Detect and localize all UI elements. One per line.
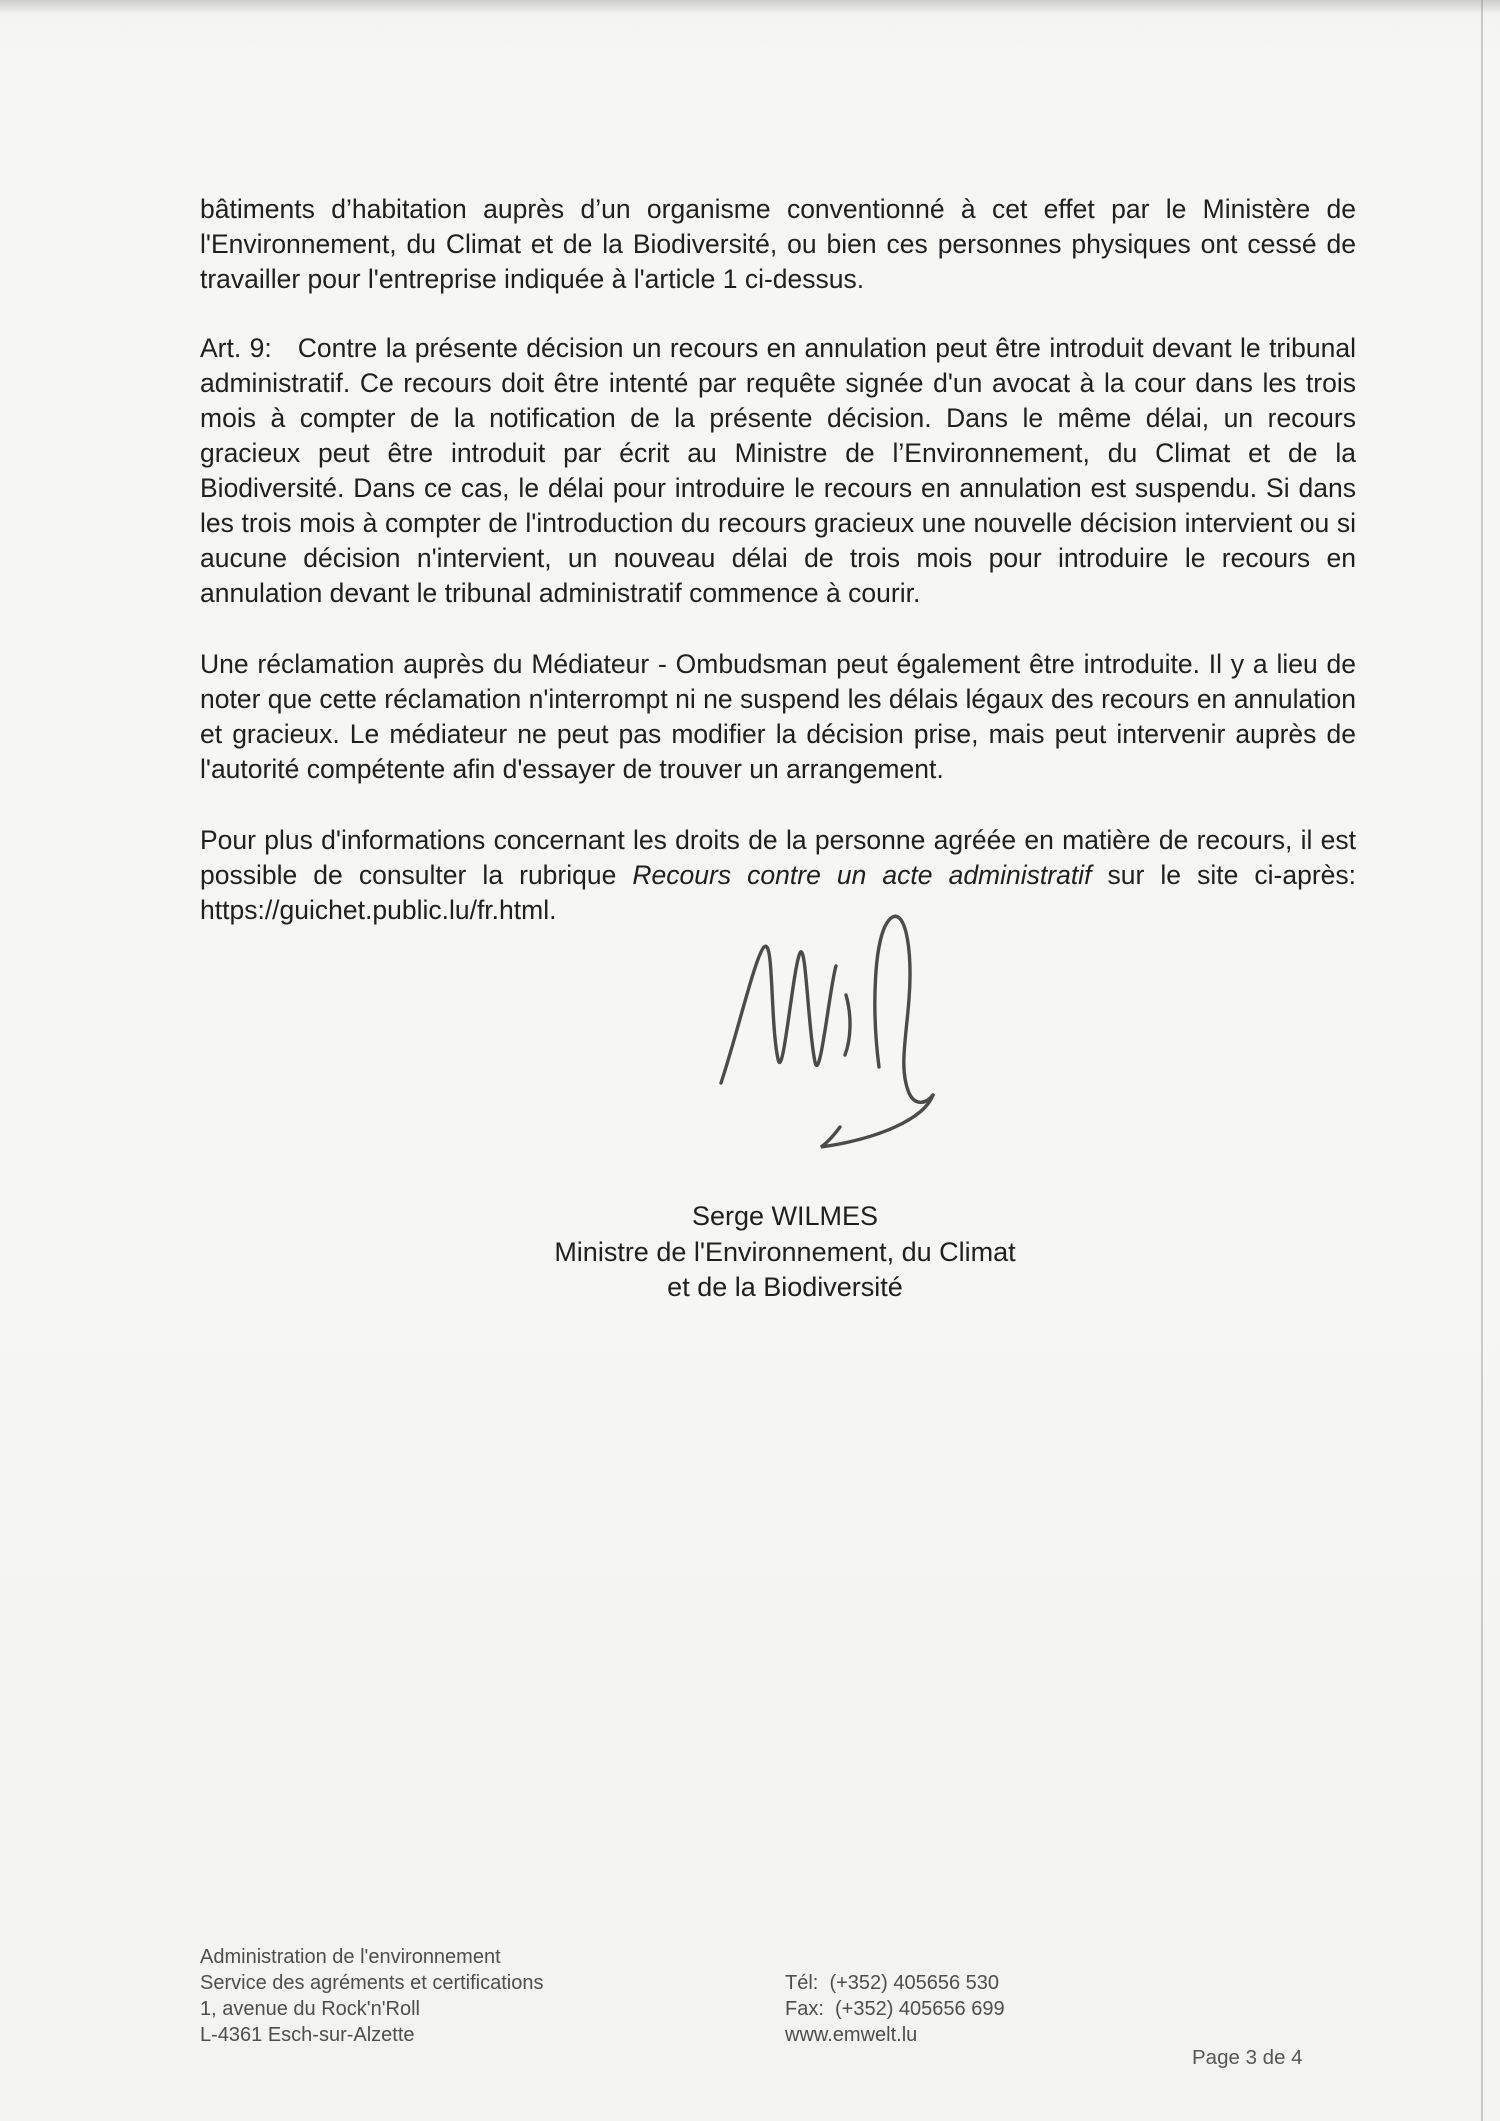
footer-service: Service des agréments et certifications xyxy=(200,1972,544,1994)
signatory-title-line2: et de la Biodiversité xyxy=(667,1272,903,1302)
footer-address xyxy=(200,1944,544,2048)
paragraph-art9 xyxy=(200,331,1356,611)
article-label: Art. 9: xyxy=(200,333,272,363)
info-text-suffix: sur le site ci-après: xyxy=(1091,860,1356,890)
signatory-block xyxy=(420,1199,1150,1306)
footer-administration: Administration de l'environnement xyxy=(200,1946,501,1968)
footer-tel: Tél: (+352) 405656 530 xyxy=(785,1972,1000,1994)
footer-website: www.emwelt.lu xyxy=(785,2024,918,2046)
footer-street: 1, avenue du Rock'n'Roll xyxy=(200,1998,420,2020)
signatory-title-line1: Ministre de l'Environnement, du Climat xyxy=(554,1236,1016,1267)
letter-body xyxy=(200,192,1356,964)
guichet-url: https://guichet.public.lu/fr.html. xyxy=(200,895,557,925)
article-text: Contre la présente décision un recours en annulation peut être introduit devant le tribunal administratif. Ce recours doit être intenté par requête signée d'un avocat à la cour dans les trois mois à compter de la notification de la présente décision. Dans le même délai, un recours gracieux peut être introduit par écrit au Ministre de l’Environnement, du Climat et de la Biodiversité. Dans ce cas, le délai pour introduire le recours en annulation est suspendu. Si dans les trois mois à compter de l'introduction du recours gracieux une nouvelle décision intervient ou si aucune décision n'intervient, un nouveau délai de trois mois pour introduire le recours en annulation devant le tribunal administratif commence à courir. xyxy=(200,333,1356,608)
signatory-name: Serge WILMES xyxy=(691,1201,879,1231)
info-text-prefix: Pour plus d'informations concernant les droits de la personne agréée en matière de recours, il est possible de consulter la rubrique xyxy=(200,825,1356,890)
footer-contact xyxy=(785,1970,1005,2048)
paragraph-batiments: bâtiments d’habitation auprès d’un organisme conventionné à cet effet par le Ministère de l'Environnement, du Climat et de la Biodiversité, ou bien ces personnes physiques ont cessé de travailler pour l'entreprise indiquée à l'article 1 ci-dessus. xyxy=(200,194,1356,294)
handwritten-signature xyxy=(703,903,965,1155)
scan-right-edge-line xyxy=(1481,0,1483,2121)
info-rubrique-title: Recours contre un acte administratif xyxy=(632,860,1092,890)
footer-fax: Fax: (+352) 405656 699 xyxy=(785,1998,1005,2020)
signature-svg xyxy=(703,903,965,1155)
scan-top-shadow xyxy=(0,0,1500,14)
footer-city: L-4361 Esch-sur-Alzette xyxy=(200,2024,415,2046)
page-number: Page 3 de 4 xyxy=(1192,2046,1303,2069)
paragraph-mediateur: Une réclamation auprès du Médiateur - Ombudsman peut également être introduite. Il y a lieu de noter que cette réclamation n'interrompt ni ne suspend les délais légaux des recours en annulation et gracieux. Le médiateur ne peut pas modifier la décision prise, mais peut intervenir auprès de l'autorité compétente afin d'essayer de trouver un arrangement. xyxy=(200,649,1356,784)
